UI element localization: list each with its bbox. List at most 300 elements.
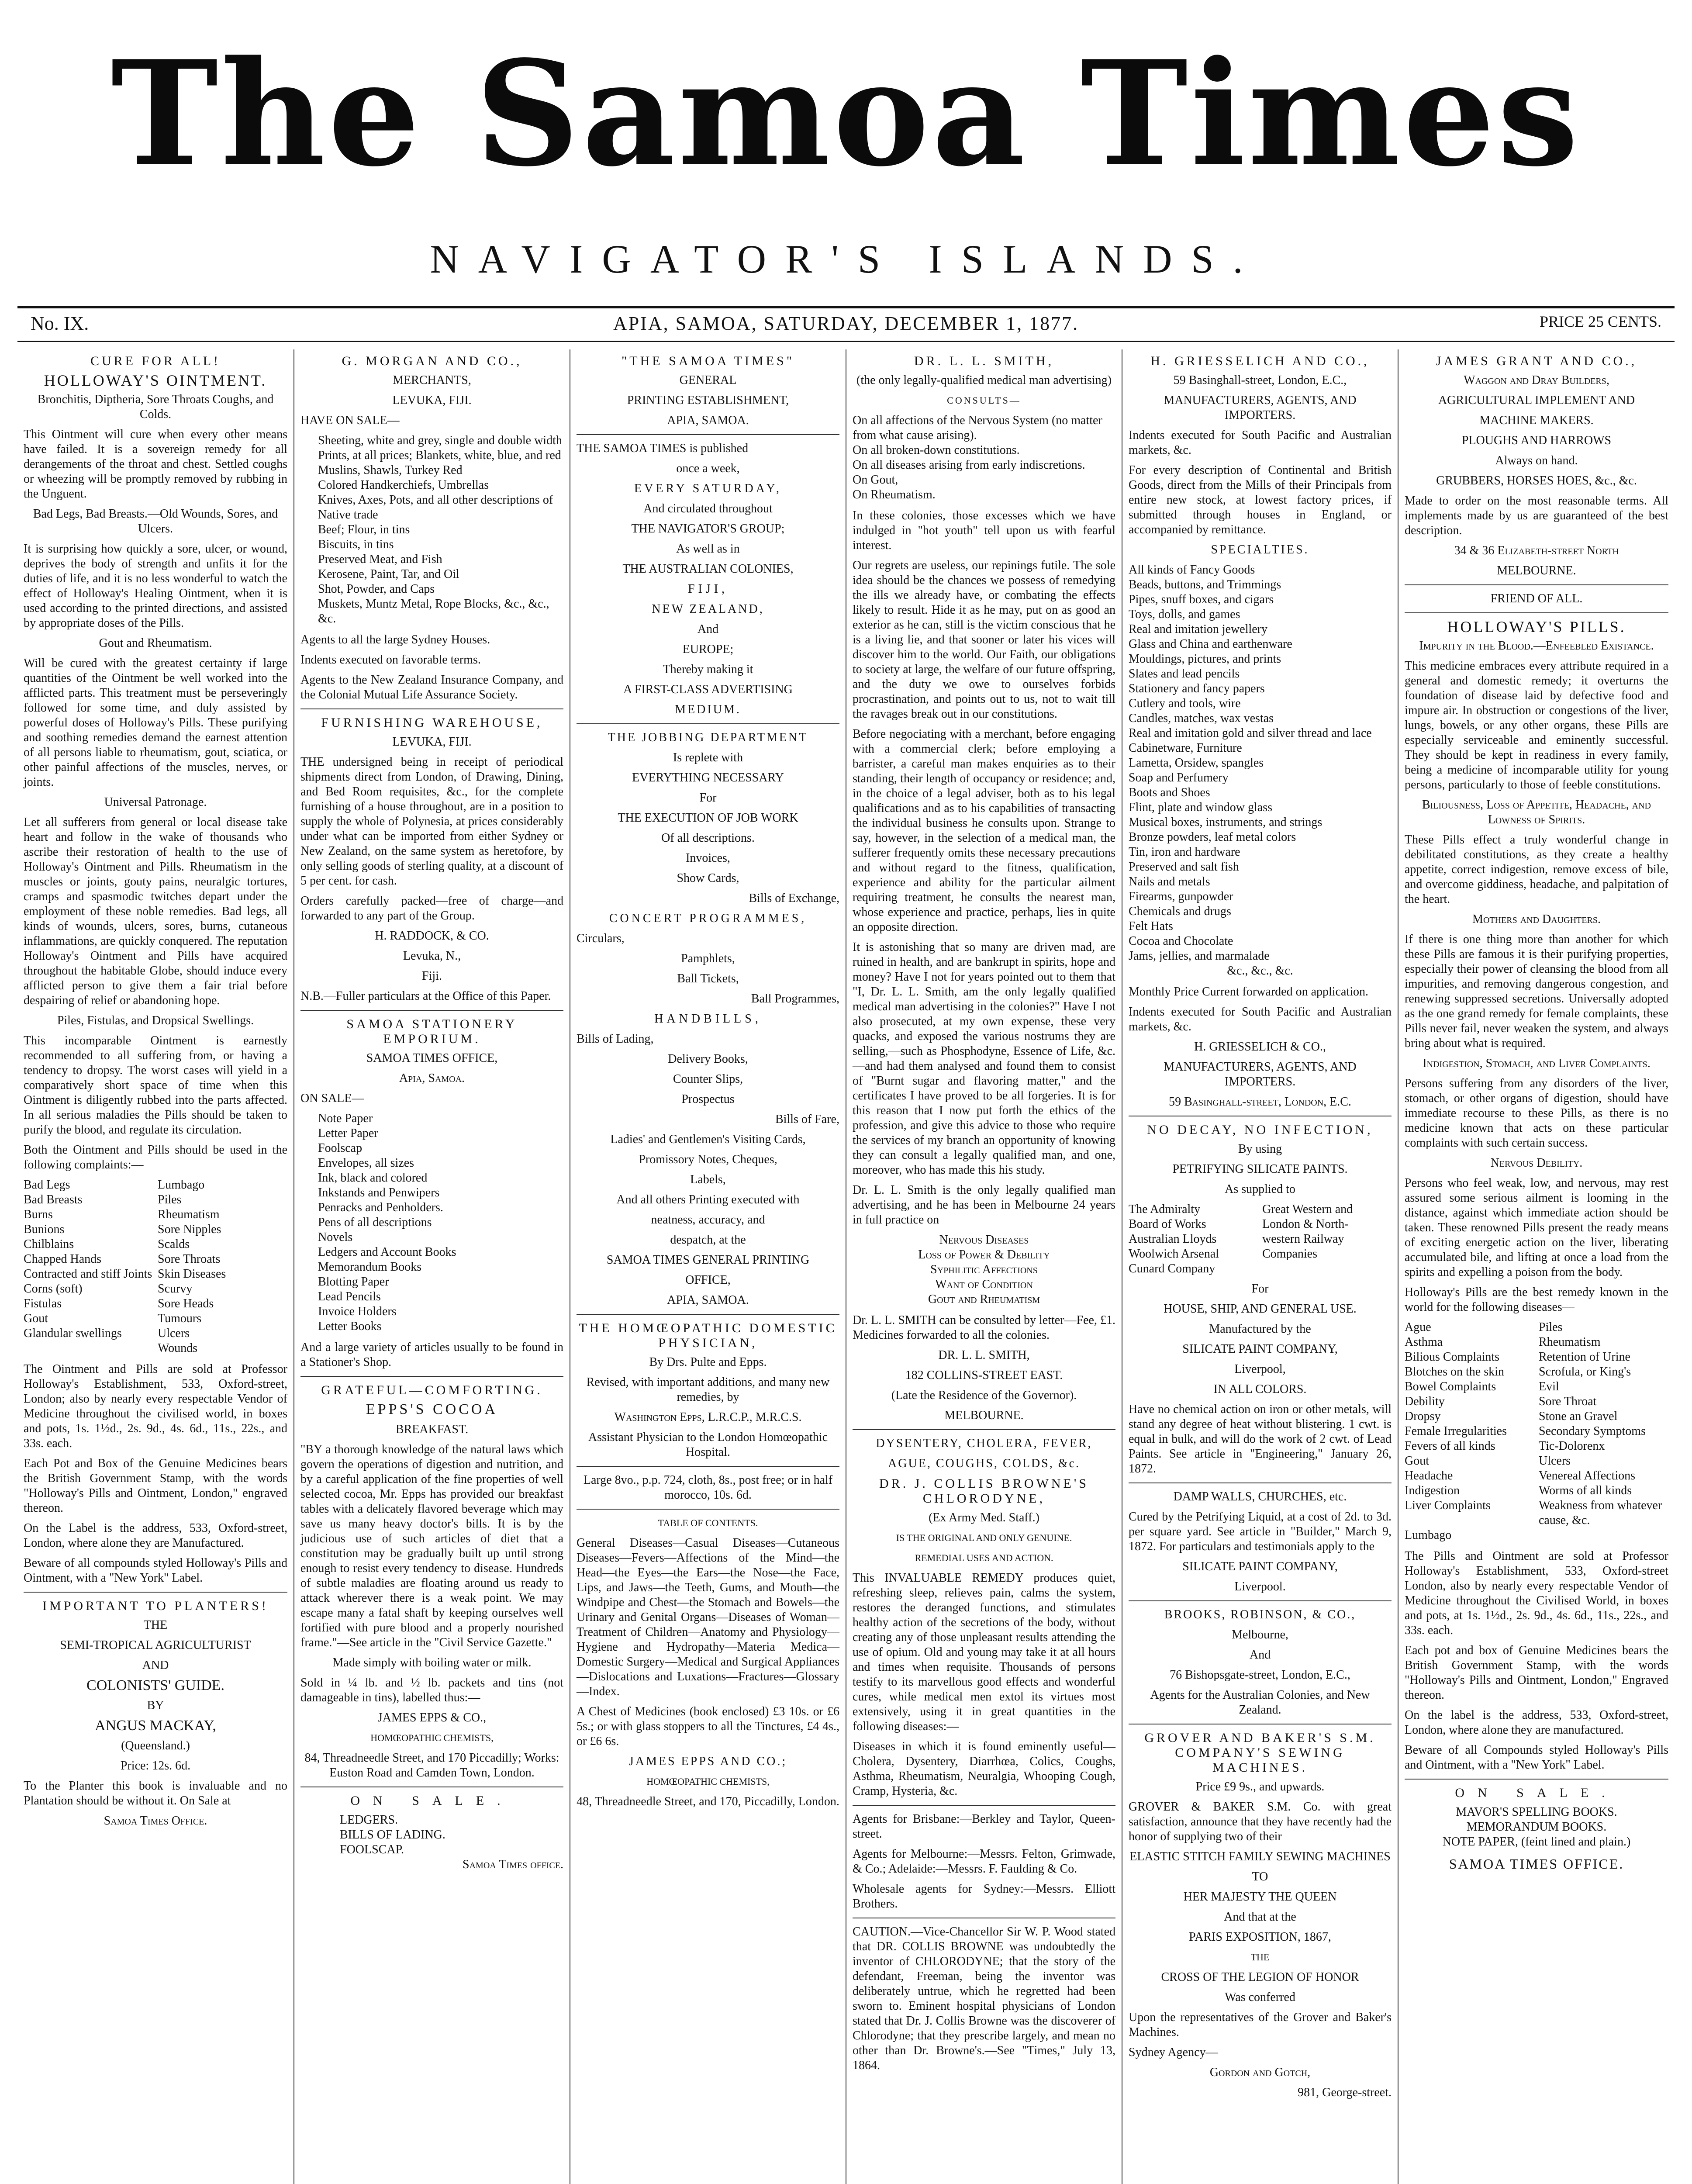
paragraph: For every description of Continental and British Goods, direct from the Mills of their Principals from entire new stock, at lowest factory prices, if submitted through houses in England, or accompanied by remittance.	[1129, 463, 1392, 536]
divider	[577, 1466, 839, 1467]
ad-line: H. RADDOCK, & CO.	[375, 929, 489, 943]
list-item: Foolscap	[318, 1141, 363, 1155]
subheading: Indigestion, Stomach, and Liver Complaints.	[1423, 1057, 1651, 1070]
paragraph: Monthly Price Current forwarded on application.	[1129, 985, 1368, 999]
ad-line: ELASTIC STITCH FAMILY SEWING MACHINES	[1129, 1850, 1391, 1863]
ad-line: FIJI,	[687, 582, 729, 596]
list-item: Companies	[1262, 1247, 1317, 1261]
ad-line: GRUBBERS, HORSES HOES, &c., &c.	[1436, 474, 1637, 487]
paragraph: Dr. L. L. SMITH can be consulted by letter—Fee, £1. Medicines forwarded to all the colonies.	[853, 1313, 1115, 1342]
ad-line: TO	[1252, 1870, 1268, 1883]
paragraph: Our regrets are useless, our repinings futile. The sole idea should be the chances we possess of remedying the ills we already have, or combating the effects likely to result. Hide it as he may, put on as good an exterior as he can, still is the victim conscious that he is a living lie, and that sooner or later his vices will discover him to the world. Our Faith, our obligations to society at large, the welfare of our future offspring, and the duty we owe to ourselves forbids procrastination, and points out to us, not to wait till the ravages break out in our constitutions.	[853, 559, 1115, 721]
list-item: Ulcers	[1539, 1454, 1571, 1468]
ad-line: For	[1251, 1282, 1269, 1296]
ad-line: 981, George-street.	[1298, 2086, 1392, 2099]
holloway-pills-title: HOLLOWAY'S PILLS.	[1447, 618, 1626, 636]
divider	[1405, 584, 1668, 585]
list-item: Candles, matches, wax vestas	[1129, 712, 1274, 725]
ad-line: ANGUS MACKAY,	[95, 1717, 216, 1734]
ad-line: SILICATE PAINT COMPANY,	[1182, 1342, 1338, 1356]
list-item: BILLS OF LADING.	[340, 1828, 445, 1842]
list-item: Burns	[24, 1208, 53, 1221]
ad-line: HOMŒOPATHIC CHEMISTS,	[370, 1732, 494, 1743]
ad-line: APIA, SAMOA.	[667, 414, 749, 427]
ad-line: CONCERT PROGRAMMES,	[609, 912, 807, 925]
list-item: Lumbago	[158, 1178, 205, 1192]
ad-line: SEMI-TROPICAL AGRICULTURIST	[60, 1638, 251, 1652]
ad-line: MEDIUM.	[675, 703, 741, 716]
cure-heading: CURE FOR ALL!	[90, 354, 221, 368]
divider	[853, 1429, 1115, 1430]
list-item: Slates and lead pencils	[1129, 667, 1240, 681]
list-item: Tic-Dolorenx	[1539, 1439, 1605, 1453]
paragraph: 48, Threadneedle Street, and 170, Piccadilly, London.	[577, 1795, 839, 1808]
ad-line: APIA, SAMOA.	[667, 1293, 749, 1307]
dateline	[31, 312, 1661, 339]
ad-line: A FIRST-CLASS ADVERTISING	[623, 683, 793, 696]
list-item: Weakness from whatever cause, &c.	[1539, 1499, 1662, 1527]
subheading: Bad Legs, Bad Breasts.—Old Wounds, Sores, and Ulcers.	[33, 507, 278, 536]
subheading: Biliousness, Loss of Appetite, Headache, and Lowness of Spirits.	[1422, 798, 1651, 826]
ad-line: IN ALL COLORS.	[1213, 1382, 1307, 1396]
list-item: Blotting Paper	[318, 1275, 389, 1289]
issue-number: No. IX.	[31, 313, 89, 334]
list-item: On all diseases arising from early indiscretions.	[853, 458, 1085, 472]
list-item: On Rheumatism.	[853, 488, 936, 501]
divider	[300, 1376, 563, 1377]
divider	[577, 434, 839, 435]
list-item: Boots and Shoes	[1129, 786, 1210, 799]
divider	[1405, 1779, 1668, 1780]
newspaper-subtitle: NAVIGATOR'S ISLANDS.	[430, 237, 1262, 281]
paragraph: Made to order on the most reasonable terms. All implements made by us are guaranteed of the best description.	[1405, 494, 1668, 537]
list-item: Preserved and salt fish	[1129, 860, 1239, 874]
list-item: Corns (soft)	[24, 1282, 83, 1296]
ad-title: "THE SAMOA TIMES"	[622, 354, 794, 368]
paragraph: It is surprising how quickly a sore, ulcer, or wound, deprives the body of strength and unfits it for the duties of life, and it is no less wonderful to watch the effect of Holloway's Healing Ointment, when it is used according to the printed directions, and assisted by appropriate doses of the Pills.	[24, 542, 287, 630]
ad-line: BREAKFAST.	[395, 1423, 469, 1436]
ad-line: SILICATE PAINT COMPANY,	[1182, 1560, 1338, 1573]
ad-line: EVERY SATURDAY,	[634, 482, 782, 495]
list-item: Prints, at all prices; Blankets, white, blue, and red	[318, 449, 561, 462]
paragraph: THE undersigned being in receipt of periodical shipments direct from London, of Drawing, Dining, and Bed Room requisites, &c., for the complete furnishing of a house throughout, are in a position to supply the whole of Polynesia, at prices considerably under what can be imported from either Sydney or New Zealand, on the same system as heretofore, by only selling goods of sterling quality, at a discount of 5 per cent. for cash.	[300, 755, 563, 888]
pills-complaints-list	[1405, 1320, 1668, 1543]
suppliers-table	[1129, 1202, 1392, 1276]
ad-line: CROSS OF THE LEGION OF HONOR	[1161, 1970, 1359, 1984]
ad-line: Waggon and Dray Builders,	[1464, 373, 1609, 387]
ad-line: Samoa Times office.	[463, 1858, 563, 1871]
ad-line: Melbourne,	[1232, 1628, 1288, 1641]
onsale-list	[300, 1813, 563, 1857]
ad-line: EVERYTHING NECESSARY	[632, 771, 784, 784]
ad-line: (Ex Army Med. Staff.)	[929, 1511, 1039, 1524]
ad-line: And	[1249, 1648, 1271, 1662]
paragraph: Let all sufferers from general or local disease take heart and follow in the wake of thousands who ascribe their restoration of health to the use of Holloway's Ointment and Pills. Rheumatism in the muscles or joints, gouty pains, neuralgic tortures, cramps and spasmodic twitches depart under the employment of these noble remedies. Bad legs, all kinds of wounds, ulcers, sores, burns, cutaneous inflammations, are quickly conquered. The reputation Holloway's Ointment and Pills have acquired throughout the habitable Globe, should induce every afflicted person to give them a fair trial before despairing of relief or abandoning hope.	[24, 816, 287, 1007]
ad-title: SAMOA STATIONERY EMPORIUM.	[346, 1017, 518, 1046]
list-item: Chapped Hands	[24, 1252, 102, 1266]
ad-line: COLONISTS' GUIDE.	[86, 1677, 224, 1693]
ad-line: 34 & 36 Elizabeth-street North	[1454, 544, 1619, 557]
ad-line: DR. L. L. SMITH,	[938, 1348, 1030, 1362]
ad-line: Bills of Lading,	[577, 1032, 654, 1046]
list-item: Glandular swellings	[24, 1327, 122, 1340]
paragraph: Persons who feel weak, low, and nervous, may rest assured some serious ailment is looming in the distance, against which immediate action should be taken. These renowned Pills present the ready means of exciting energetic action on the liver, liberating accumulated bile, and lifting at once a load from the spirits and expelling a poison from the body.	[1405, 1176, 1668, 1279]
list-item: Sheeting, white and grey, single and double width	[318, 434, 562, 447]
ad-title: GROVER AND BAKER'S S.M. COMPANY'S SEWING MACHINES.	[1144, 1731, 1376, 1775]
list-item: Muslins, Shawls, Turkey Red	[318, 463, 463, 477]
list-item: Kerosene, Paint, Tar, and Oil	[318, 567, 459, 581]
list-item: Soap and Perfumery	[1129, 771, 1229, 784]
paragraph: Cured by the Petrifying Liquid, at a cost of 2d. to 3d. per square yard. See article in "Builder," March 9, 1872. For particulars and testimonials apply to the	[1129, 1510, 1392, 1553]
ad-line: Bills of Exchange,	[749, 892, 839, 905]
divider	[24, 1592, 287, 1593]
ad-title: H. GRIESSELICH AND CO.,	[1150, 354, 1370, 368]
paragraph: It is astonishing that so many are driven mad, are ruined in health, and are bankrupt in spirits, hope and money? Have I not for years pointed out to them that "I, Dr. L. L. Smith, am the only legally qualified medical man advertising in the colonies?" Have I not also prosecuted, at my own expense, these very quacks, and exposed the various nostrums they are selling,—such as Phosphodyne, Essence of Life, &c.—and had them analysed and found them to consist of "Burnt sugar and flavoring matter," and the certificates I have proved to be all forgeries. It is for this reason that I now put forth the ethics of the profession, and give this advice to those who require the services of my branch an opportunity of knowing they can consult a legally qualified man, and one, moreover, who has made this his study.	[853, 940, 1115, 1177]
paragraph: Each pot and box of Genuine Medicines bears the British Government Stamp, with the words "Holloway's Pills and Ointment, London," Engraved thereon.	[1405, 1644, 1668, 1702]
ad-line: Fiji.	[422, 969, 442, 983]
list-item: Scrofula, or King's	[1539, 1365, 1631, 1379]
paragraph: Assistant Physician to the London Homœopathic Hospital.	[588, 1431, 828, 1459]
list-item: Cunard Company	[1129, 1262, 1215, 1275]
ad-line: AGRICULTURAL IMPLEMENT AND	[1438, 394, 1635, 407]
list-item: Blotches on the skin	[1405, 1365, 1504, 1379]
suppliers-right	[1262, 1202, 1392, 1276]
list-item: Biscuits, in tins	[318, 538, 394, 551]
ad-line: Circulars,	[577, 932, 625, 945]
ad-line: PRINTING ESTABLISHMENT,	[627, 394, 789, 407]
column-3	[570, 349, 846, 2184]
list-item: Board of Works	[1129, 1217, 1206, 1231]
list-item: Wounds	[158, 1341, 198, 1355]
ad-line: Bills of Fare,	[775, 1113, 839, 1126]
paragraph: This medicine embraces every attribute required in a general and domestic remedy; it overturns the foundation of disease laid by defective food and impure air. In obstruction or congestions of the liver, lungs, bowels, or any other organs, these Pills are especially serviceable and eminently successful. They should be kept in readiness in every family, being a medicine of incomparable utility for young persons, particularly to those of feeble constitutions.	[1405, 659, 1668, 791]
paragraph: THE SAMOA TIMES is published	[577, 442, 749, 455]
paragraph: Before negociating with a merchant, before engaging with a commercial clerk; before employing a barrister, a careful man makes enquiries as to their standing, their length of occupancy or residence; and, in the choice of a legal adviser, both as to his legal qualifications and as to his capabilities of transacting the individual business he consults upon. Strange to say, however, in the selection of a medical man, the sufferer frequently omits these necessary precautions and without regard to the fitness, qualification, experience and ability for the particular ailment requiring treatment, he consults the nearest man, whose experience and practice, perhaps, lies in quite an opposite direction.	[853, 727, 1115, 934]
list-item: All kinds of Fancy Goods	[1129, 563, 1255, 577]
paragraph: On the Label is the address, 533, Oxford-street, London, where alone they are Manufactured.	[24, 1521, 287, 1550]
paragraph: General Diseases—Casual Diseases—Cutaneous Diseases—Fevers—Affections of the Mind—the Head—the Eyes—the Ears—the Nose—the Face, Lips, and Jaws—the Teeth, Gums, and Mouth—the Windpipe and Chest—the Stomach and Bowels—the Urinary and Genital Organs—Diseases of Woman—Treatment of Children—Anatomy and Physiology—Hygiene and Hydropathy—Materia Medica—Domestic Surgery—Medical and Surgical Appliances—Dislocations and Luxations—Fractures—Glossary—Index.	[577, 1536, 839, 1698]
ad-line: Samoa Times Office.	[104, 1814, 207, 1828]
ad-line: Levuka, N.,	[403, 949, 461, 963]
ad-line: EPPS'S COCOA	[366, 1401, 498, 1417]
list-item: Letter Paper	[318, 1127, 378, 1140]
ad-line: MERCHANTS,	[393, 373, 471, 387]
dateline-rule	[17, 341, 1675, 342]
ad-line: LEVUKA, FIJI.	[392, 394, 472, 407]
ad-line: THE NAVIGATOR'S GROUP;	[631, 522, 785, 536]
list-item: Flint, plate and window glass	[1129, 801, 1272, 814]
ad-line: TABLE OF CONTENTS.	[658, 1517, 758, 1528]
list-item: Beef; Flour, in tins	[318, 523, 410, 536]
list-item: Australian Lloyds	[1129, 1232, 1217, 1246]
ad-title: IMPORTANT TO PLANTERS!	[42, 1599, 269, 1613]
list-item: Pens of all descriptions	[318, 1216, 432, 1229]
list-item: Fevers of all kinds	[1405, 1439, 1495, 1453]
ad-line: 59 Basinghall-street, London, E.C.	[1169, 1095, 1351, 1109]
list-item: Contracted and stiff Joints	[24, 1267, 152, 1281]
ad-line: 182 COLLINS-STREET EAST.	[905, 1368, 1063, 1382]
list-item: Inkstands and Penwipers	[318, 1186, 440, 1199]
list-item: Pipes, snuff boxes, and cigars	[1129, 593, 1274, 606]
paragraph: "BY a thorough knowledge of the natural laws which govern the operations of digestion and nutrition, and by a careful application of the fine properties of well selected cocoa, Mr. Epps has provided our breakfast tables with a delicately flavored beverage which may save us many heavy doctor's bills. It is by the judicious use of such articles of diet that a constitution may be gradually built up until strong enough to resist every tendency to disease. Hundreds of subtle maladies are floating around us ready to attack wherever there is a weak point. We may escape many a fatal shaft by keeping ourselves well fortified with pure blood and a properly nourished frame."—See article in the "Civil Service Gazette."	[300, 1443, 563, 1649]
ad-title: FURNISHING WAREHOUSE,	[321, 715, 543, 730]
ad-line: 59 Basinghall-street, London, E.C.,	[1173, 373, 1347, 387]
list-item: FOOLSCAP.	[340, 1843, 404, 1856]
goods-list	[300, 433, 563, 626]
paragraph: And a large variety of articles usually to be found in a Stationer's Shop.	[300, 1341, 563, 1369]
list-item: Evil	[1539, 1380, 1559, 1393]
list-item: Memorandum Books	[318, 1260, 422, 1274]
divider	[1129, 1482, 1392, 1483]
list-item: Liver Complaints	[1405, 1499, 1491, 1512]
list-item: Lead Pencils	[318, 1290, 381, 1303]
list-item: Asthma	[1405, 1335, 1443, 1349]
list-item: Bowel Complaints	[1405, 1380, 1496, 1393]
divider	[300, 1010, 563, 1011]
paragraph: A Chest of Medicines (book enclosed) £3 10s. or £6 5s.; or with glass stoppers to all the Tinctures, £4 4s., or £6 6s.	[577, 1705, 839, 1748]
list-item: Note Paper	[318, 1112, 373, 1125]
ad-line: MACHINE MAKERS.	[1479, 414, 1594, 427]
column-4	[846, 349, 1122, 2184]
ad-line: AGUE, COUGHS, COLDS, &c.	[888, 1457, 1080, 1470]
ad-line: And that at the	[1224, 1910, 1296, 1924]
ad-line: CONSULTS—	[947, 395, 1021, 406]
list-item: Colored Handkerchiefs, Umbrellas	[318, 478, 489, 492]
ad-line: Liverpool,	[1234, 1362, 1286, 1376]
list-item: Debility	[1405, 1395, 1445, 1408]
list-item: Bad Breasts	[24, 1193, 83, 1206]
ad-line: Liverpool.	[1234, 1580, 1286, 1593]
ad-line: H. GRIESSELICH & CO.,	[1194, 1040, 1326, 1054]
paragraph: Persons suffering from any disorders of the liver, stomach, or other organs of digestion, should have immediate recourse to these Pills, as there is no medicine known that acts on these particular complaints with such certain success.	[1405, 1077, 1668, 1150]
ad-line: Ball Programmes,	[751, 992, 839, 1006]
paragraph: Indents executed on favorable terms.	[300, 653, 481, 667]
ad-line: Always on hand.	[1495, 454, 1578, 467]
subheading: Nervous Debility.	[1490, 1156, 1583, 1170]
list-item: Skin Diseases	[158, 1267, 226, 1281]
list-item: Jams, jellies, and marmalade	[1129, 949, 1270, 963]
ad-title: DR. L. L. SMITH,	[914, 354, 1054, 368]
paragraph: Wholesale agents for Sydney:—Messrs. Elliott Brothers.	[853, 1882, 1115, 1911]
list-item: Real and imitation jewellery	[1129, 622, 1268, 636]
list-item: Sore Throat	[1539, 1395, 1597, 1408]
ad-line: Is replete with	[673, 751, 743, 764]
ad-line: And all others Printing executed with	[616, 1193, 800, 1206]
ad-line: BY	[147, 1699, 164, 1712]
list-item: Felt Hats	[1129, 919, 1173, 933]
subheading: Universal Patronage.	[104, 795, 207, 809]
list-item	[24, 1341, 153, 1356]
ad-line: MELBOURNE.	[944, 1409, 1024, 1422]
paragraph: These Pills effect a truly wonderful change in debilitated constitutions, as they create a healthy appetite, correct indigestion, remove excess of bile, and overcome giddiness, headache, and palpitation of the heart.	[1405, 833, 1668, 906]
list-item: Lumbago	[1405, 1528, 1452, 1542]
list-item: Piles	[158, 1193, 182, 1206]
list-item: Toys, dolls, and games	[1129, 608, 1240, 621]
divider	[577, 1314, 839, 1315]
ad-line: Pamphlets,	[681, 952, 735, 965]
ad-title: THE HOMŒOPATHIC DOMESTIC PHYSICIAN,	[579, 1321, 837, 1350]
list-item: Rheumatism	[1539, 1335, 1601, 1349]
list-item: Nails and metals	[1129, 875, 1210, 888]
ad-line: As well as in	[676, 542, 740, 556]
list-item: Sore Throats	[158, 1252, 221, 1266]
diseases-list	[853, 1233, 1115, 1307]
list-item: Knives, Axes, Pots, and all other descriptions of Native trade	[318, 493, 553, 522]
paragraph: Both the Ointment and Pills should be used in the following complaints:—	[24, 1143, 287, 1171]
paragraph: Each Pot and Box of the Genuine Medicines bears the British Government Stamp, with the words "Holloway's Pills and Ointment, London," engraved thereon.	[24, 1457, 287, 1515]
ad-line: ON SALE—	[300, 1092, 364, 1105]
list-item: Stone an Gravel	[1539, 1410, 1618, 1423]
divider	[853, 1805, 1115, 1806]
list-item: Ague	[1405, 1320, 1431, 1334]
ad-line: HANDBILLS,	[654, 1012, 762, 1026]
ad-line: Manufactured by the	[1209, 1322, 1311, 1336]
ad-line: NEW ZEALAND,	[652, 602, 764, 616]
list-item: Tumours	[158, 1312, 202, 1325]
paragraph: Agents to all the large Sydney Houses.	[300, 633, 490, 646]
onsale-list	[1405, 1805, 1668, 1849]
ad-line: HER MAJESTY THE QUEEN	[1183, 1890, 1337, 1904]
ad-line: SPECIALTIES.	[1211, 543, 1309, 556]
ad-line: PARIS EXPOSITION, 1867,	[1189, 1930, 1331, 1944]
list-item: Female Irregularities	[1405, 1424, 1507, 1438]
list-item: Glass and China and earthenware	[1129, 637, 1292, 651]
ad-line: Show Cards,	[677, 871, 739, 885]
list-item: Gout and Rheumatism	[928, 1292, 1040, 1306]
ad-line: As supplied to	[1225, 1182, 1295, 1196]
masthead	[0, 0, 1692, 306]
ad-title: NO DECAY, NO INFECTION,	[1147, 1123, 1373, 1137]
list-item: Indigestion	[1405, 1484, 1460, 1497]
ad-line: FRIEND OF ALL.	[1490, 592, 1583, 605]
list-item: Fistulas	[24, 1297, 62, 1310]
list-item: Preserved Meat, and Fish	[318, 553, 442, 566]
list-item: Envelopes, all sizes	[318, 1156, 414, 1170]
stationery-list	[300, 1111, 563, 1334]
list-item: Shot, Powder, and Caps	[318, 582, 435, 596]
list-item: Woolwich Arsenal	[1129, 1247, 1219, 1261]
ad-line: neatness, accuracy, and	[651, 1213, 765, 1227]
ad-title: BROOKS, ROBINSON, & CO.,	[1164, 1608, 1356, 1621]
list-item: Tin, iron and hardware	[1129, 845, 1240, 859]
list-item: Sore Heads	[158, 1297, 214, 1310]
price: Price: 12s. 6d.	[120, 1759, 191, 1773]
list-item: Chemicals and drugs	[1129, 905, 1231, 918]
subheading: Piles, Fistulas, and Dropsical Swellings.	[57, 1014, 254, 1027]
ad-line: once a week,	[676, 462, 740, 475]
paragraph: Agents to the New Zealand Insurance Company, and the Colonial Mutual Life Assurance Society.	[300, 673, 563, 702]
ad-line: Delivery Books,	[668, 1052, 748, 1066]
paragraph: Holloway's Pills are the best remedy known in the world for the following diseases—	[1405, 1286, 1668, 1314]
list-item: On all broken-down constitutions.	[853, 443, 1020, 457]
list-item: Loss of Power & Debility	[918, 1248, 1050, 1261]
divider	[300, 708, 563, 709]
ad-line: AND	[142, 1659, 169, 1672]
paragraph: Agents for Brisbane:—Berkley and Taylor, Queen-street.	[853, 1812, 1115, 1841]
ad-line: And	[697, 622, 719, 636]
ad-line: SAMOA TIMES OFFICE.	[1449, 1856, 1624, 1872]
paragraph: Upon the representatives of the Grover and Baker's Machines.	[1129, 2011, 1392, 2039]
list-item: &c., &c., &c.	[1227, 964, 1293, 978]
list-item: Retention of Urine	[1539, 1350, 1630, 1364]
paragraph: On the label is the address, 533, Oxford-street, London, where alone they are manufactured.	[1405, 1708, 1668, 1737]
ad-line: SAMOA TIMES OFFICE,	[366, 1051, 498, 1065]
ad-title: GRATEFUL—COMFORTING.	[321, 1383, 543, 1397]
list-item: Chilblains	[24, 1237, 74, 1251]
ad-line: Ladies' and Gentlemen's Visiting Cards,	[610, 1133, 806, 1146]
list-item: Ink, black and colored	[318, 1171, 428, 1185]
ad-line: REMEDIAL USES AND ACTION.	[915, 1552, 1053, 1563]
paragraph: Made simply with boiling water or milk.	[332, 1656, 532, 1669]
ad-line: despatch, at the	[670, 1233, 746, 1247]
ad-line: And circulated throughout	[643, 502, 773, 515]
paragraph: This INVALUABLE REMEDY produces quiet, refreshing sleep, relieves pain, calms the system, restores the deranged functions, and stimulates healthy action of the secretions of the body, without creating any of those unpleasant results attending the use of opium. Old and young may take it at all hours and times when requisite. Thousands of persons testify to its marvellous good effects and wonderful cures, while medical men extol its virtues most extensively, using it in great quantities in the following diseases:—	[853, 1571, 1115, 1733]
paragraph: Beware of all compounds styled Holloway's Pills and Ointment, with a "New York" Label.	[24, 1556, 287, 1585]
issue-price: PRICE 25 CENTS.	[1539, 313, 1661, 330]
list-item: Cutlery and tools, wire	[1129, 697, 1241, 710]
ad-line: JAMES EPPS AND CO.;	[628, 1755, 787, 1768]
ad-line: JAMES EPPS & CO.,	[377, 1711, 487, 1724]
list-item: Scurvy	[158, 1282, 193, 1296]
divider	[577, 723, 839, 724]
list-item: Rheumatism	[158, 1208, 220, 1221]
list-item: Cocoa and Chocolate	[1129, 934, 1233, 948]
ad-line: MANUFACTURERS, AGENTS, AND IMPORTERS.	[1164, 1060, 1357, 1089]
subheading: Mothers and Daughters.	[1472, 912, 1601, 926]
ad-line: THE EXECUTION OF JOB WORK	[618, 811, 798, 825]
list-item: Musical boxes, instruments, and strings	[1129, 816, 1323, 829]
list-item: Gout	[24, 1312, 48, 1325]
ad-line: IS THE ORIGINAL AND ONLY GENUINE.	[896, 1532, 1072, 1543]
ad-line: DYSENTERY, CHOLERA, FEVER,	[876, 1437, 1092, 1450]
list-item: MEMORANDUM BOOKS.	[1466, 1820, 1607, 1834]
paragraph: Have no chemical action on iron or other metals, will stand any degree of heat without blistering. 1 cwt. is equal in bulk, and will do the work of 2 cwt. of Lead Paints. See article in "Engineering," January 26, 1872.	[1129, 1403, 1392, 1476]
ad-line: GENERAL	[679, 373, 737, 387]
paragraph: Diseases in which it is found eminently useful—Cholera, Dysentery, Diarrhœa, Colics, Coughs, Asthma, Rheumatism, Neuralgia, Whooping Cough, Cramp, Hysteria, &c.	[853, 1740, 1115, 1798]
ad-line: By using	[1238, 1142, 1282, 1156]
list-item: Syphilitic Affections	[930, 1263, 1038, 1276]
ad-line: By Drs. Pulte and Epps.	[649, 1355, 767, 1369]
ad-line: Apia, Samoa.	[399, 1071, 465, 1085]
paragraph: To the Planter this book is invaluable and no Plantation should be without it. On Sale at	[24, 1779, 287, 1807]
ad-line: THE AUSTRALIAN COLONIES,	[622, 562, 794, 576]
paragraph: The Ointment and Pills are sold at Professor Holloway's Establishment, 533, Oxford-street, London; also by nearly every respectable Vendor of Medicine throughout the civilised world, in boxes and pots, 1s. 1½d., 2s. 9d., 4s. 6d., 11s., 22s., and 33s. each.	[24, 1362, 287, 1450]
paragraph: Indents executed for South Pacific and Australian markets, &c.	[1129, 1005, 1392, 1033]
list-item: MAVOR'S SPELLING BOOKS.	[1456, 1805, 1617, 1819]
holloway-ointment-title: HOLLOWAY'S OINTMENT.	[44, 372, 267, 389]
paragraph: Will be cured with the greatest certainty if large quantities of the Ointment be well worked into the afflicted parts. This treatment must be perseveringly followed for some time, and duly assisted by powerful doses of Holloway's Pills. These purifying and soothing remedies demand the earnest attention of all persons liable to rheumatism, gout, sciatica, or other painful affections of the muscles, nerves, or joints.	[24, 657, 287, 789]
ad-title: ON SALE.	[1455, 1786, 1618, 1800]
ad-line: PETRIFYING SILICATE PAINTS.	[1172, 1162, 1348, 1176]
ad-line: OFFICE,	[685, 1273, 731, 1287]
paragraph: In these colonies, those excesses which we have indulged in "hot youth" tell upon us with fearful interest.	[853, 509, 1115, 552]
ad-line: Ball Tickets,	[677, 972, 739, 985]
ad-line: (Late the Residence of the Governor).	[891, 1389, 1077, 1402]
ad-line: For	[699, 791, 717, 805]
list-item: Secondary Symptoms	[1539, 1424, 1646, 1438]
ad-line: Of all descriptions.	[661, 831, 755, 845]
masthead-rule	[17, 306, 1675, 308]
ad-line: Agents for the Australian Colonies, and New Zealand.	[1150, 1688, 1370, 1717]
list-item: LEDGERS.	[340, 1813, 398, 1827]
ad-line: (Queensland.)	[121, 1739, 190, 1752]
issue-date: APIA, SAMOA, SATURDAY, DECEMBER 1, 1877.	[613, 313, 1079, 334]
ad-line: Promissory Notes, Cheques,	[639, 1153, 777, 1166]
subheading: Gout and Rheumatism.	[99, 636, 212, 650]
ad-title: DAMP WALLS, CHURCHES, etc.	[1173, 1490, 1347, 1503]
ad-line: LEVUKA, FIJI.	[392, 735, 472, 749]
consult-list	[853, 413, 1115, 502]
